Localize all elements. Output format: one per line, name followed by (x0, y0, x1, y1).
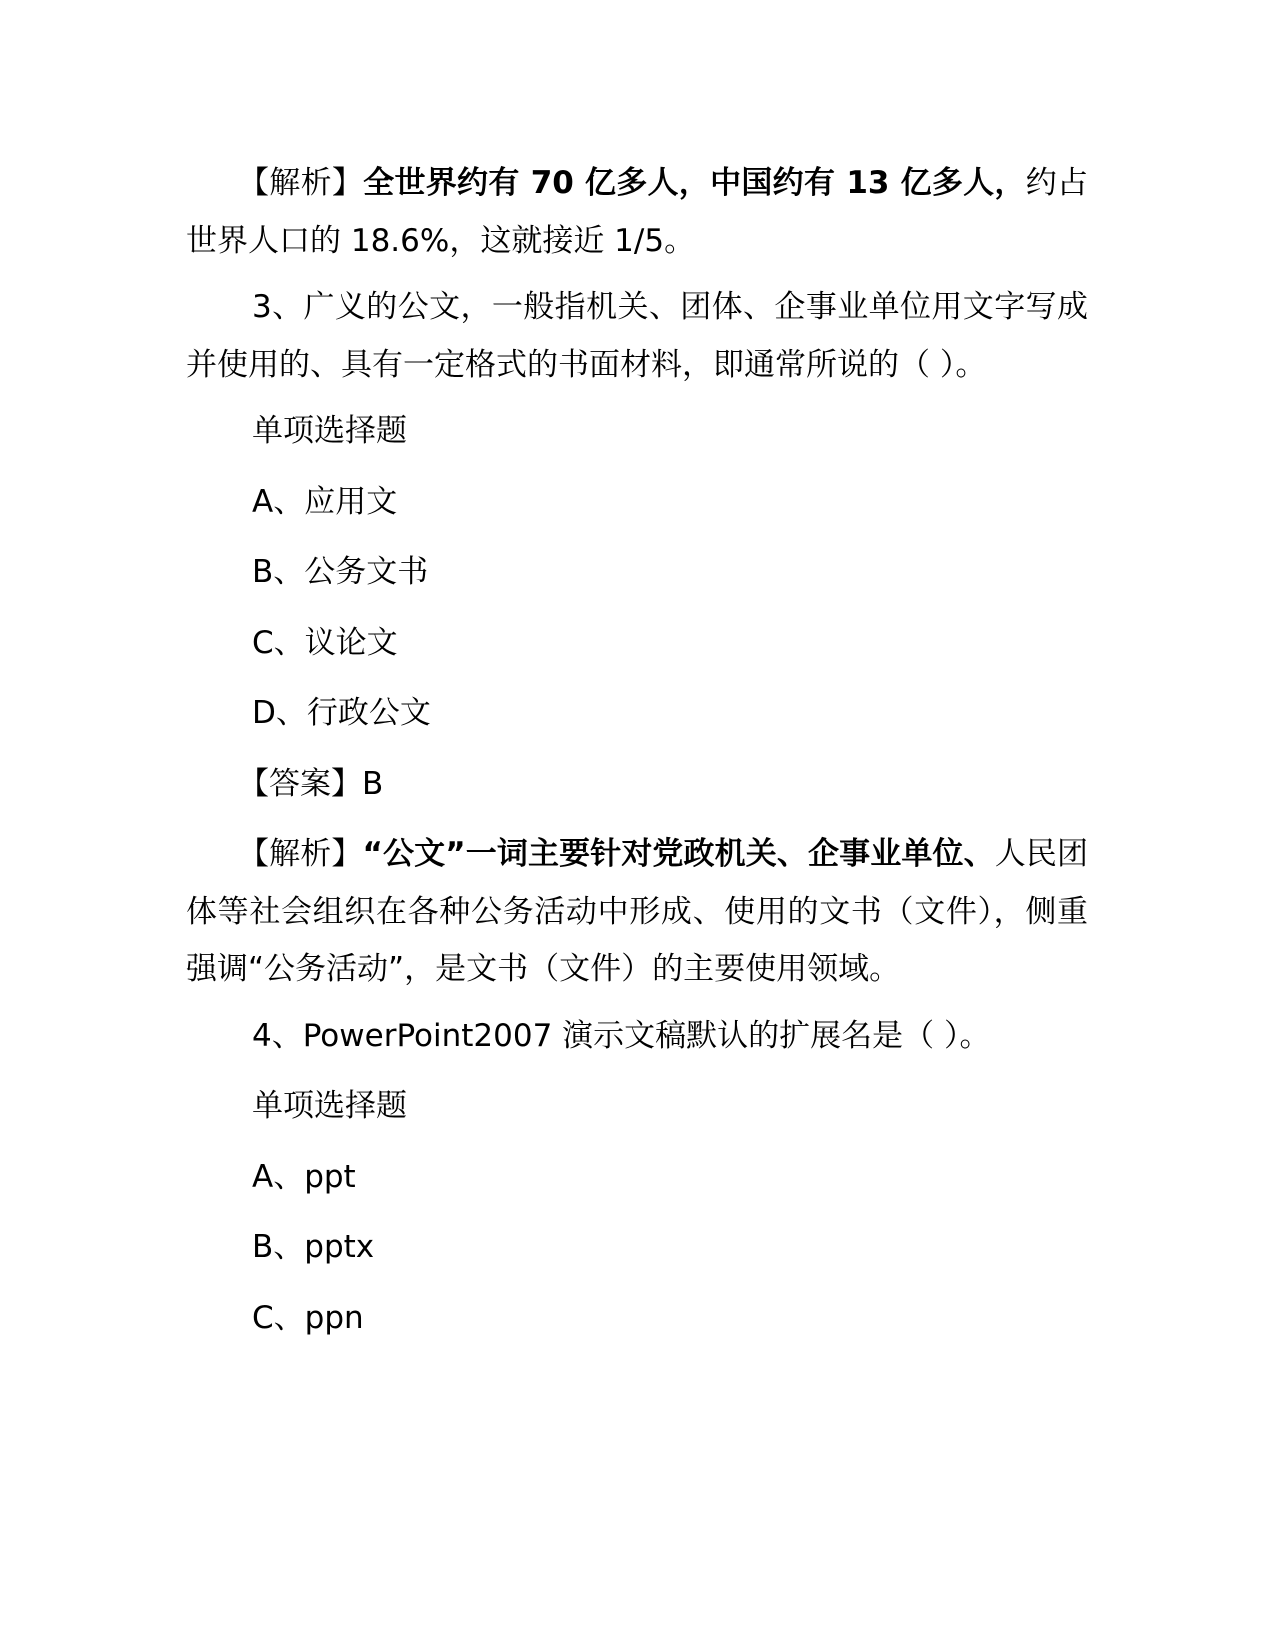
question-3-type: 单项选择题 (252, 413, 407, 449)
question-3-analysis (186, 826, 1088, 999)
question-4-option-c: C、ppn (252, 1299, 364, 1336)
question-3-option-b: B、公务文书 (252, 554, 429, 590)
analysis-bold-text: “公文”一词主要针对党政机关、企事业单位、 (362, 836, 995, 872)
question-3-option-c: C、议论文 (252, 624, 398, 661)
question-4-option-a: A、ppt (252, 1158, 356, 1195)
question-3: 3、广义的公文，一般指机关、团体、企事业单位用文字写成并使用的、具有一定格式的书面材料，即通常所说的（ ）。 (186, 289, 1088, 383)
analysis-label: 【解析】 (238, 165, 364, 201)
question-4-option-b: B、pptx (252, 1229, 375, 1265)
question-4: 4、PowerPoint2007 演示文稿默认的扩展名是（ ）。 (252, 1017, 991, 1054)
question-3-option-a: A、应用文 (252, 483, 398, 520)
question-3-option-d: D、行政公文 (252, 695, 431, 731)
analysis-paragraph-prev (186, 155, 1088, 270)
question-3-answer: 【答案】B (238, 765, 384, 802)
analysis-bold-text: 全世界约有 70 亿多人，中国约有 13 亿多人， (363, 165, 1026, 201)
question-4-type: 单项选择题 (252, 1088, 407, 1124)
analysis-text: 人民团体等社会组织在各种公务活动中形成、使用的文书（文件），侧重强调“公务活动”，是文书（文件）的主要使用领域。 (186, 836, 1089, 987)
analysis-text: 约占世界人口的 18.6%，这就接近 1/5。 (186, 165, 1089, 259)
document-body (186, 155, 1088, 1360)
analysis-label: 【解析】 (238, 836, 363, 872)
